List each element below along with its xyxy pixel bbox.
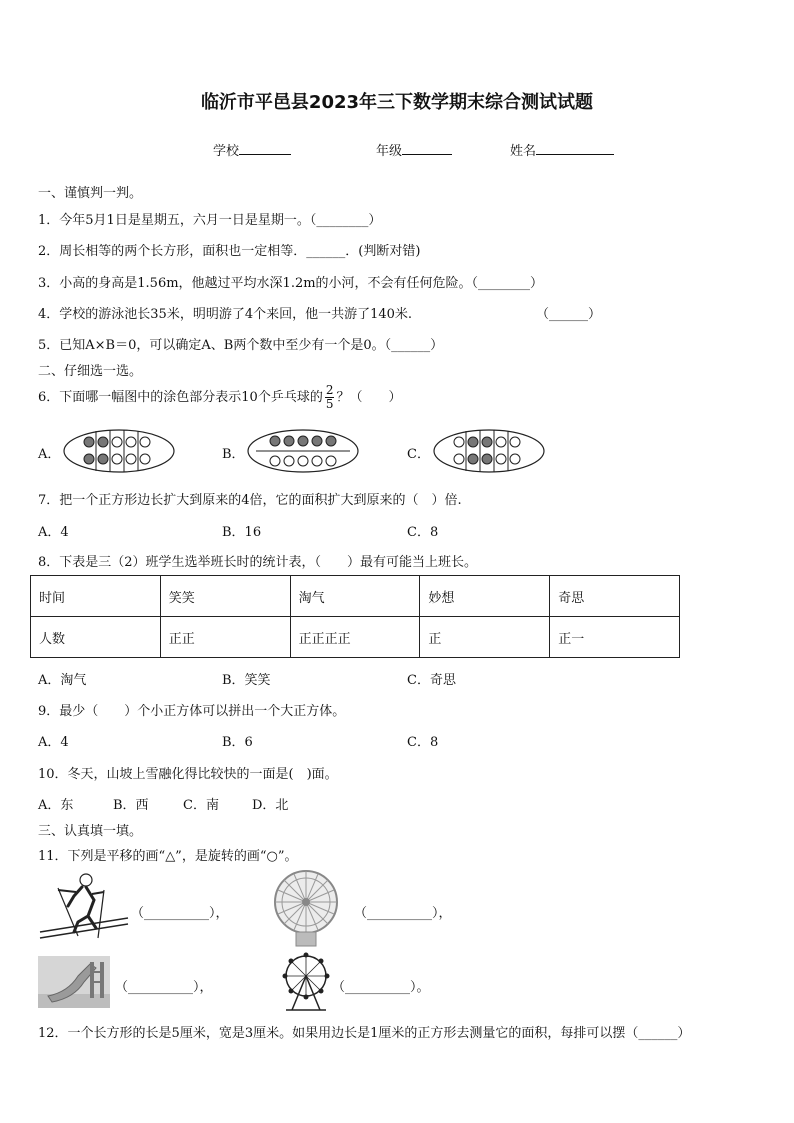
table-cell: 奇思 [550,576,680,617]
q10-option-b: B．西 [113,798,149,813]
name-blank [536,142,614,155]
q8-option-b: B．笑笑 [222,673,271,688]
page-title: 临沂市平邑县2023年三下数学期末综合测试试题 [200,92,594,113]
table-cell: 正正 [160,617,290,658]
school-label: 学校 [213,144,240,159]
q11-blank-4: （__________）。 [332,980,430,995]
vote-table [30,575,680,658]
question-6 [38,384,401,411]
grade-field [376,140,452,159]
section-1-heading: 一、谨慎判一判。 [38,186,143,201]
ferris-wheel-picture [278,952,334,1012]
question-10: 10．冬天，山坡上雪融化得比较快的一面是( )面。 [38,767,338,782]
q11-blank-2: （__________）， [354,906,452,921]
q10-option-a: A．东 [38,798,74,813]
question-3: 3．小高的身高是1.56m，他越过平均水深1.2m的小河，不会有任何危险。（________） [38,276,544,291]
q10-option-d: D．北 [252,798,289,813]
q7-option-a: A．4 [38,525,69,540]
q6-option-a-figure [62,428,176,474]
name-label: 姓名 [510,144,537,159]
fraction [325,384,335,411]
q6-option-c-label: C． [407,447,430,462]
question-4-blank: （______） [536,307,602,322]
question-9: 9．最少（ ）个小正方体可以拼出一个大正方体。 [38,704,346,719]
question-6-suffix: ？（ ） [336,390,402,405]
table-cell: 正 [420,617,550,658]
question-8: 8．下表是三（2）班学生选举班长时的统计表，（ ）最有可能当上班长。 [38,555,478,570]
school-blank [239,142,291,155]
q11-blank-3: （__________）， [115,980,213,995]
fraction-denominator: 5 [325,397,334,411]
table-cell: 笑笑 [160,576,290,617]
question-1: 1．今年5月1日是星期五，六月一日是星期一。（________） [38,213,382,228]
question-6-text: 6．下面哪一幅图中的涂色部分表示10个乒乓球的 [38,390,323,405]
skier-picture [38,870,130,942]
q8-option-a: A．淘气 [38,673,87,688]
section-2-heading: 二、仔细选一选。 [38,364,143,379]
wheel-picture [270,866,342,948]
table-cell: 正一 [550,617,680,658]
question-4: 4．学校的游泳池长35米，明明游了4个来回，他一共游了140米. [38,307,413,322]
table-row [31,576,680,617]
q9-option-a: A．4 [38,735,69,750]
name-field [510,140,614,159]
table-cell: 时间 [31,576,161,617]
q9-option-c: C．8 [407,735,439,750]
q6-option-a-label: A． [38,447,61,462]
table-cell: 人数 [31,617,161,658]
grade-blank [402,142,452,155]
grade-label: 年级 [376,144,403,159]
question-5: 5．已知A×B＝0，可以确定A、B两个数中至少有一个是0。（______） [38,338,444,353]
q7-option-c: C．8 [407,525,439,540]
q7-option-b: B．16 [222,525,262,540]
q6-option-b-figure [246,428,360,474]
slide-picture [38,956,110,1008]
question-11: 11．下列是平移的画“△”，是旋转的画“○”。 [38,849,298,864]
table-cell: 妙想 [420,576,550,617]
q8-option-c: C．奇思 [407,673,456,688]
q11-blank-1: （__________）， [131,906,229,921]
table-cell: 正正正正 [290,617,420,658]
table-row [31,617,680,658]
table-cell: 淘气 [290,576,420,617]
question-2: 2．周长相等的两个长方形，面积也一定相等．______．(判断对错) [38,244,421,259]
q10-option-c: C．南 [183,798,219,813]
fraction-numerator: 2 [325,383,334,397]
question-12: 12．一个长方形的长是5厘米，宽是3厘米。如果用边长是1厘米的正方形去测量它的面积，每排可以摆（______） [38,1026,691,1041]
q6-option-b-label: B． [222,447,245,462]
section-3-heading: 三、认真填一填。 [38,824,143,839]
q6-option-c-figure [432,428,546,474]
question-7: 7．把一个正方形边长扩大到原来的4倍，它的面积扩大到原来的（ ）倍. [38,493,462,508]
q9-option-b: B．6 [222,735,253,750]
school-field [213,140,291,159]
